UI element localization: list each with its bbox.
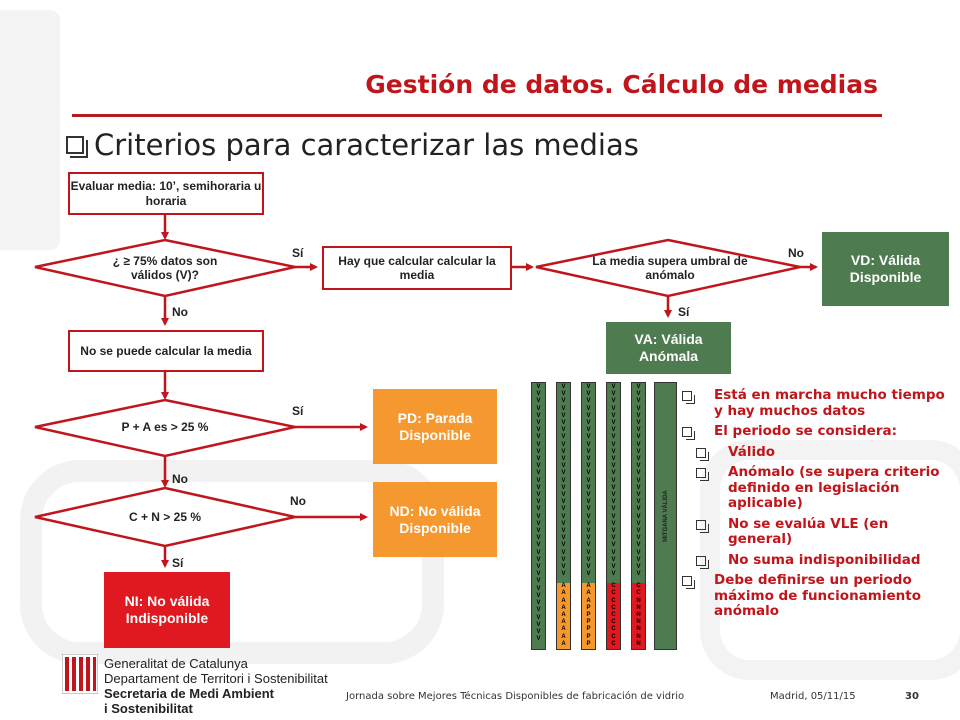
column-valid-codes: V V V V V V V V V V V V V V V V V V V V V V V V V V V [636,384,641,578]
label-no-pa: No [172,472,188,486]
checkbox-bullet-icon [696,556,706,566]
checkbox-bullet-icon [696,520,706,530]
org-line-1: Generalitat de Catalunya [104,656,248,671]
note-item [680,553,950,569]
column-valid-codes: V V V V V V V V V V V V V V V V V V V V V V V V V V V V V V V V V V V V [536,384,541,643]
hay-que-calcular-box: Hay que calcular calcular la media [322,246,512,290]
note-item [680,388,950,419]
note-item [680,445,950,461]
note-text: Válido [728,443,776,460]
no-calcular-box: No se puede calcular la media [68,330,264,372]
vd-valida-disponible-box: VD: Válida Disponible [822,232,949,306]
data-column [556,382,571,650]
decision-validos-text: ¿ ≥ 75% datos son válidos (V)? [112,253,218,282]
decision-cn-text: C + N > 25 % [128,509,202,524]
start-box: Evaluar media: 10’, semihoraria u horaria [68,172,264,215]
slide-subtitle: Criterios para caracterizar las medias [94,128,639,162]
data-column [531,382,546,650]
checkbox-bullet-icon [696,468,706,478]
ni-no-valida-indisponible-box: NI: No válida Indisponible [104,572,230,648]
checkbox-bullet-icon [696,448,706,458]
note-item [680,424,950,440]
footer-date: Madrid, 05/11/15 [770,691,856,702]
pd-parada-disponible-box: PD: Parada Disponible [373,389,497,464]
note-text: Debe definirse un periodo máximo de funcionamiento anómalo [714,572,921,620]
decision-pa-text: P + A es > 25 % [121,419,209,434]
media-valida-label: MITGANA VÀLIDA [662,490,669,542]
column-valid-codes: V V V V V V V V V V V V V V V V V V V V V V V V V V V [561,384,566,578]
data-column [631,382,646,650]
note-text: No se evalúa VLE (en general) [728,515,889,548]
label-si-validos: Sí [292,246,304,260]
column-other-codes [532,648,545,649]
label-no-supera: No [788,246,804,260]
media-valida-column [654,382,677,650]
label-no-validos: No [172,305,188,319]
note-text: No suma indisponibilidad [728,551,921,568]
column-other-codes: C C N N N N N N N [632,583,645,649]
column-other-codes: C C C C C C C C C [607,583,620,649]
slide-title: Gestión de datos. Cálculo de medias [365,70,878,99]
label-si-pa: Sí [292,404,304,418]
nd-no-valida-disponible-box: ND: No válida Disponible [373,482,497,557]
note-item [680,465,950,512]
decision-supera-text: La media supera umbral de anómalo [592,253,748,282]
checkbox-bullet-icon [682,391,692,401]
org-line-2: Departament de Territori i Sostenibilitat [104,671,328,686]
note-text: El periodo se considera: [714,423,897,440]
column-valid-codes: V V V V V V V V V V V V V V V V V V V V V V V V V V V [586,384,591,578]
org-line-3: Secretaria de Medi Ambient [104,686,275,701]
notes-list [680,388,950,625]
footer-event: Jornada sobre Mejores Técnicas Disponibles de fabricación de vidrio [346,691,685,702]
organization-name [104,656,328,716]
data-column [606,382,621,650]
generalitat-logo-icon [62,654,98,694]
data-column [581,382,596,650]
column-other-codes: A A A P P P P P P [582,583,595,649]
label-si-supera: Sí [678,305,690,319]
va-valida-anomala-box: VA: Válida Anómala [606,322,731,374]
note-text: Anómalo (se supera criterio definido en legislación aplicable) [728,464,940,512]
note-item [680,573,950,620]
checkbox-bullet-icon [682,427,692,437]
column-other-codes: A A A A A A A A A [557,583,570,649]
org-line-4: i Sostenibilitat [104,701,193,716]
page-number: 30 [905,691,919,702]
checkbox-bullet-icon [682,576,692,586]
note-item [680,517,950,548]
label-si-cn: Sí [172,556,184,570]
note-text: Está en marcha mucho tiempo y hay muchos datos [714,387,945,419]
label-no-cn: No [290,494,306,508]
column-valid-codes: V V V V V V V V V V V V V V V V V V V V V V V V V V V [611,384,616,578]
